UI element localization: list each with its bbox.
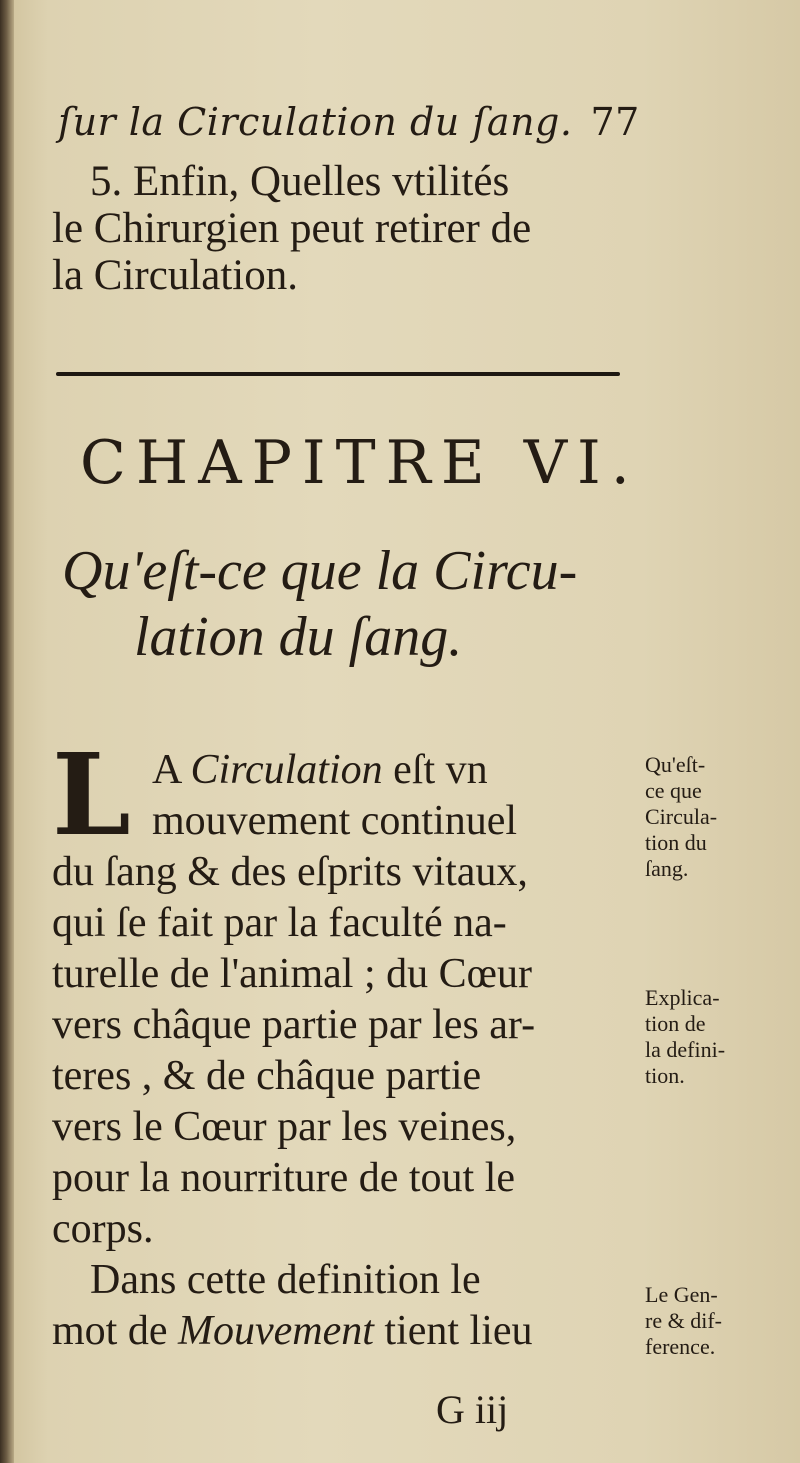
subtitle-line: Qu'eſt-ce que la Circu- (62, 540, 578, 602)
question-line: 5. Enfin, Quelles vtilités (90, 158, 510, 205)
chapter-title: CHAPITRE VI. (80, 428, 640, 498)
paragraph-line (52, 745, 622, 796)
chapter-subtitle (62, 538, 577, 670)
margin-note-line: tion du (645, 830, 707, 855)
margin-note-line: Qu'eſt- (645, 752, 706, 777)
question-line: la Circulation. (52, 252, 298, 299)
section-rule (56, 372, 620, 376)
paragraph-line: mouvement continuel (152, 798, 518, 844)
margin-note-line: ce que (645, 778, 702, 803)
emphasized-term: Mouvement (177, 1308, 374, 1354)
subtitle-line: lation du ſang. (134, 606, 463, 668)
margin-note-line: ſang. (645, 856, 689, 881)
margin-note-line: re & dif- (645, 1308, 722, 1333)
paragraph-line: turelle de l'animal ; du Cœur (52, 951, 532, 997)
margin-note-line: ference. (645, 1334, 716, 1359)
binding-gutter (0, 0, 14, 1463)
margin-note-line: tion de (645, 1011, 706, 1036)
question-five (52, 158, 632, 299)
emphasized-term: Circulation (190, 747, 383, 793)
paragraph-line: du ſang & des eſprits vitaux, (52, 849, 528, 895)
signature-mark: G iij (436, 1387, 509, 1432)
paragraph-line: corps. (52, 1206, 154, 1252)
paragraph-line: vers châque partie par les ar- (52, 1002, 536, 1048)
margin-note-line: Explica- (645, 985, 720, 1010)
page-number: 77 (590, 100, 640, 144)
paragraph-line: pour la nourriture de tout le (52, 1155, 516, 1201)
paragraph-line: qui ſe fait par la faculté na- (52, 900, 507, 946)
paragraph-text: eſt vn (382, 747, 488, 793)
paragraph-line: vers le Cœur par les veines, (52, 1104, 517, 1150)
drop-cap: L (52, 730, 131, 861)
paragraph-text: tient lieu (373, 1308, 533, 1354)
margin-note-genre (645, 1282, 790, 1360)
margin-note-explanation (645, 985, 790, 1089)
paragraph-text: mot de (52, 1308, 178, 1354)
margin-note-line: Circula- (645, 804, 718, 829)
margin-note-line: la defini- (645, 1037, 726, 1062)
margin-note-line: tion. (645, 1063, 685, 1088)
margin-note-definition (645, 752, 790, 882)
definition-paragraph (52, 745, 622, 1357)
paragraph-line (52, 1306, 622, 1357)
margin-note-line: Le Gen- (645, 1282, 718, 1307)
running-head-title: ſur la Circulation du ſang. (58, 100, 573, 144)
paragraph-line: teres , & de châque partie (52, 1053, 482, 1099)
running-head (58, 100, 638, 144)
paragraph-line: Dans cette definition le (90, 1257, 481, 1303)
question-line: le Chirurgien peut retirer de (52, 205, 532, 252)
paragraph-text: A (152, 747, 191, 793)
